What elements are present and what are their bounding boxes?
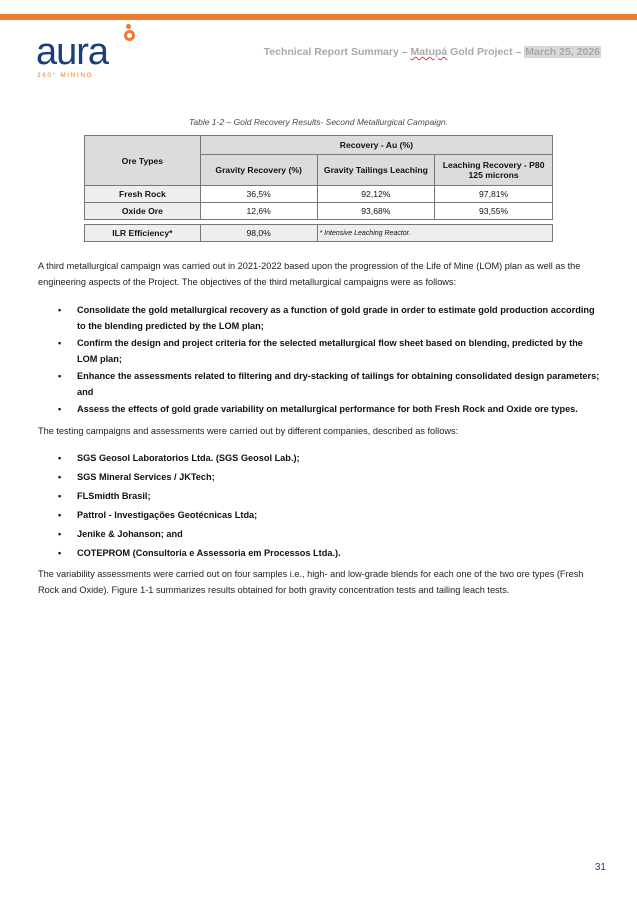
list-item: • COTEPROM (Consultoria e Assessoria em Processos Ltda.).	[38, 545, 600, 561]
list-item: • Assess the effects of gold grade variability on metallurgical performance for both Fresh Rock and Oxide ore types.	[38, 401, 600, 417]
efficiency-label: ILR Efficiency*	[85, 225, 201, 242]
paragraph-intro: A third metallurgical campaign was carried out in 2021-2022 based upon the progression of the Life of Mine (LOM) plan as well as the engineering aspects of the Project. The objectives of the third metallurgical campaigns were as follows:	[38, 261, 581, 287]
table-caption: Table 1-2 – Gold Recovery Results- Second Metallurgical Campaign.	[188, 117, 449, 127]
page-number: 31	[594, 862, 606, 873]
header-recovery-group: Recovery - Au (%)	[200, 136, 552, 155]
header-title-project: Matupá	[410, 46, 448, 58]
cell-gravity: 12,6%	[200, 203, 317, 220]
header-title-middle: Gold Project –	[447, 46, 525, 58]
companies-list	[38, 450, 600, 561]
header-title-prefix: Technical Report Summary –	[263, 46, 411, 58]
list-item: • SGS Geosol Laboratorios Ltda. (SGS Geosol Lab.);	[38, 450, 600, 466]
logo-ring-icon	[124, 30, 135, 41]
table-row	[85, 186, 553, 203]
cell-tailings: 93,68%	[317, 203, 435, 220]
paragraph-companies-intro: The testing campaigns and assessments were carried out by different companies, described as follows:	[38, 426, 459, 436]
objectives-list	[38, 302, 600, 417]
efficiency-value: 98,0%	[200, 225, 317, 242]
header-title-date: March 25, 2026	[525, 46, 600, 58]
header-leaching-recovery: Leaching Recovery - P80 125 microns	[435, 155, 553, 186]
list-item: • SGS Mineral Services / JKTech;	[38, 469, 600, 485]
list-item: • Pattrol - Investigações Geotécnicas Ltda;	[38, 507, 600, 523]
cell-leaching: 97,81%	[435, 186, 553, 203]
list-item: • Enhance the assessments related to filtering and dry-stacking of tailings for obtaining consolidated design parameters; and	[38, 368, 600, 400]
report-header-title	[264, 46, 601, 58]
efficiency-row	[85, 225, 553, 242]
list-item: • Consolidate the gold metallurgical recovery as a function of gold grade in order to estimate gold production according to the blending predicted by the LOM plan;	[38, 302, 600, 334]
list-item: • FLSmidth Brasil;	[38, 488, 600, 504]
cell-leaching: 93,55%	[435, 203, 553, 220]
gold-recovery-table	[84, 135, 553, 242]
table-row	[85, 203, 553, 220]
row-label: Oxide Ore	[85, 203, 201, 220]
header-gravity-recovery: Gravity Recovery (%)	[200, 155, 317, 186]
efficiency-note: * Intensive Leaching Reactor.	[317, 225, 553, 242]
logo-wordmark: aura	[36, 31, 109, 73]
row-label: Fresh Rock	[85, 186, 201, 203]
logo-subtitle: 360° MINING	[37, 72, 94, 79]
header-accent-bar	[0, 14, 637, 20]
header-ore-types: Ore Types	[85, 136, 201, 186]
cell-gravity: 36,5%	[200, 186, 317, 203]
list-item: • Confirm the design and project criteria for the selected metallurgical flow sheet based on blending, predicted by the LOM plan;	[38, 335, 600, 367]
logo-dot-icon	[126, 24, 131, 29]
header-gravity-tailings: Gravity Tailings Leaching	[317, 155, 435, 186]
aura-logo	[36, 26, 146, 82]
list-item: • Jenike & Johanson; and	[38, 526, 600, 542]
cell-tailings: 92,12%	[317, 186, 435, 203]
paragraph-variability: The variability assessments were carried out on four samples i.e., high- and low-grade blends for each one of the two ore types (Fresh Rock and Oxide). Figure 1-1 summarizes results obtained for both gravity concentration tests and tailing leach tests.	[38, 569, 584, 595]
